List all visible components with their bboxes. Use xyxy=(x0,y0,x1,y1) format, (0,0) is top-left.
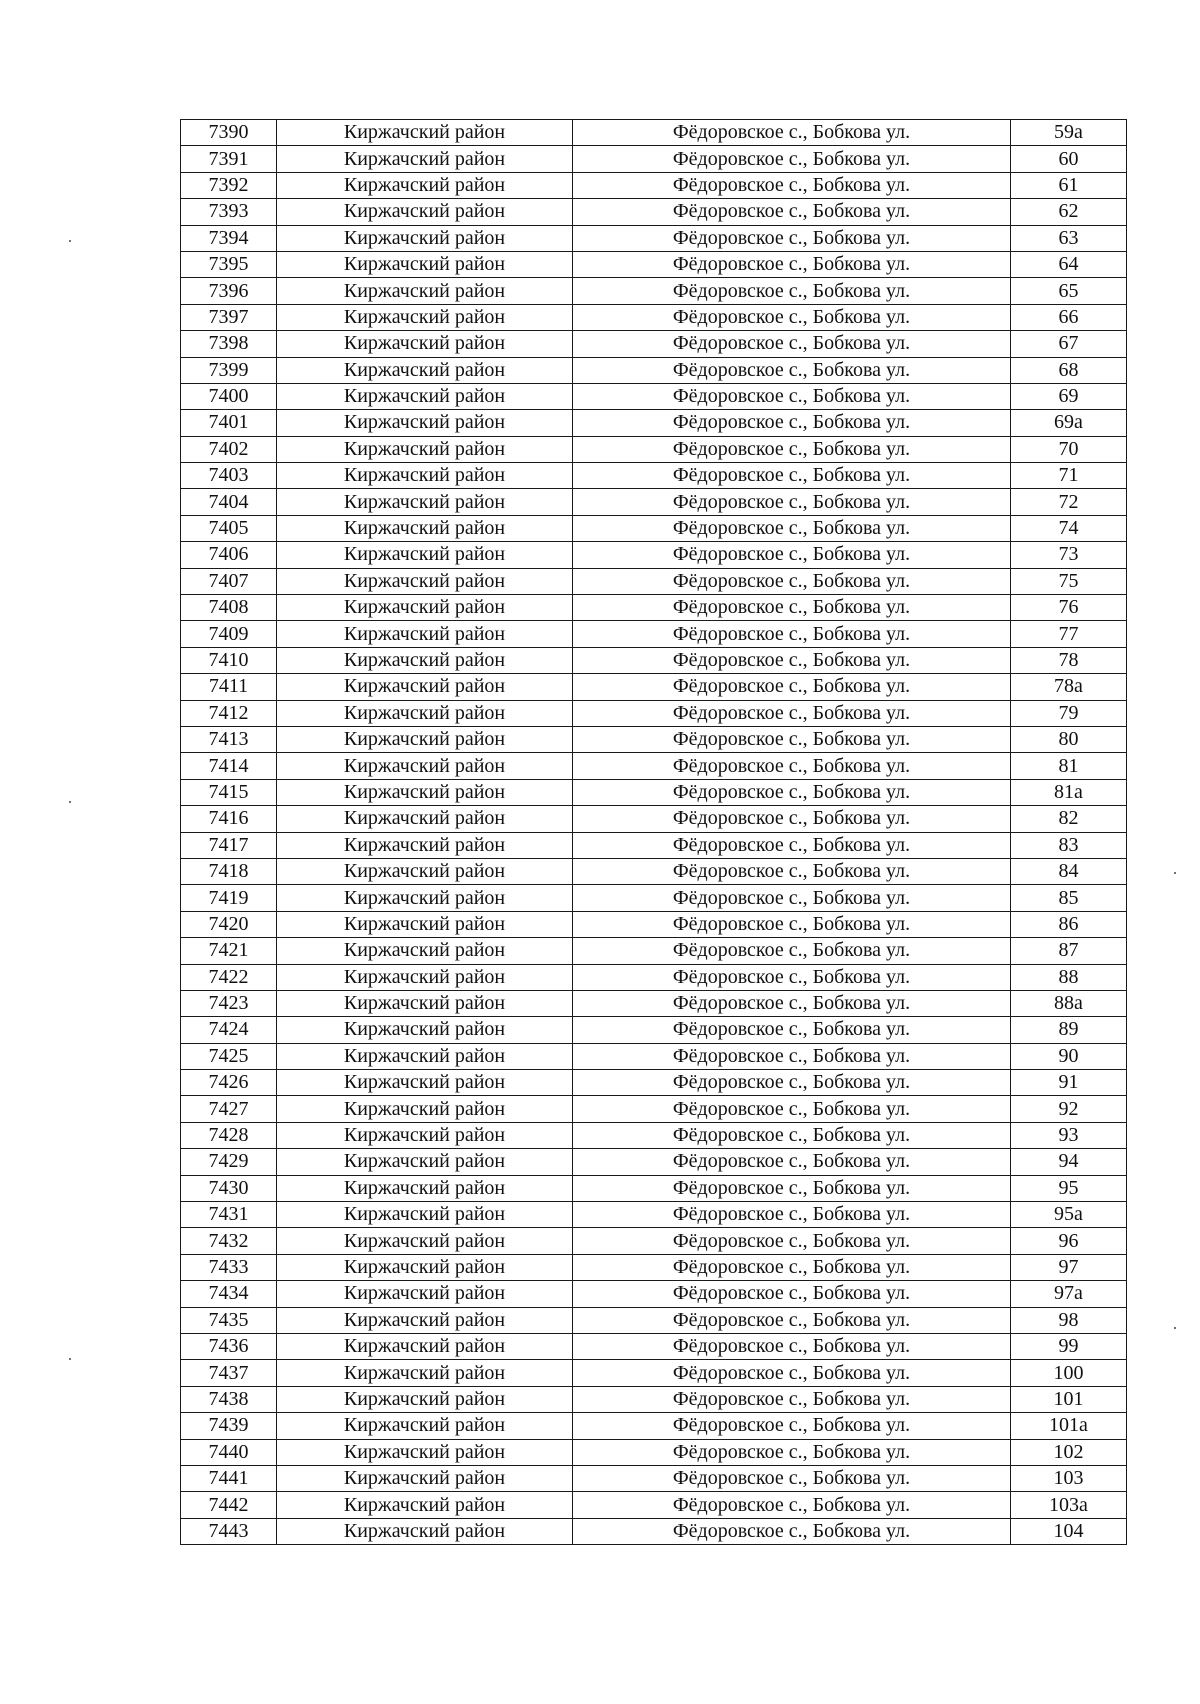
table-row xyxy=(181,1070,1127,1096)
cell-num: 7408 xyxy=(181,595,277,621)
cell-house: 100 xyxy=(1011,1360,1127,1386)
table-row xyxy=(181,463,1127,489)
cell-house: 69 xyxy=(1011,383,1127,409)
cell-street: Фёдоровское с., Бобкова ул. xyxy=(573,595,1011,621)
cell-house: 82 xyxy=(1011,806,1127,832)
cell-num: 7424 xyxy=(181,1017,277,1043)
cell-street: Фёдоровское с., Бобкова ул. xyxy=(573,146,1011,172)
cell-house: 87 xyxy=(1011,938,1127,964)
cell-num: 7438 xyxy=(181,1386,277,1412)
cell-house: 97а xyxy=(1011,1281,1127,1307)
cell-house: 78 xyxy=(1011,647,1127,673)
cell-street: Фёдоровское с., Бобкова ул. xyxy=(573,1175,1011,1201)
cell-house: 103 xyxy=(1011,1465,1127,1491)
cell-street: Фёдоровское с., Бобкова ул. xyxy=(573,1122,1011,1148)
cell-district: Киржачский район xyxy=(277,463,573,489)
table-row xyxy=(181,1307,1127,1333)
cell-district: Киржачский район xyxy=(277,1175,573,1201)
cell-district: Киржачский район xyxy=(277,911,573,937)
cell-district: Киржачский район xyxy=(277,1202,573,1228)
cell-house: 64 xyxy=(1011,251,1127,277)
cell-district: Киржачский район xyxy=(277,595,573,621)
cell-district: Киржачский район xyxy=(277,806,573,832)
table-row xyxy=(181,964,1127,990)
cell-district: Киржачский район xyxy=(277,1360,573,1386)
cell-street: Фёдоровское с., Бобкова ул. xyxy=(573,990,1011,1016)
cell-num: 7436 xyxy=(181,1333,277,1359)
cell-house: 97 xyxy=(1011,1254,1127,1280)
cell-street: Фёдоровское с., Бобкова ул. xyxy=(573,120,1011,146)
table-row xyxy=(181,1228,1127,1254)
table-row xyxy=(181,1518,1127,1544)
cell-house: 98 xyxy=(1011,1307,1127,1333)
cell-district: Киржачский район xyxy=(277,779,573,805)
cell-district: Киржачский район xyxy=(277,647,573,673)
cell-num: 7402 xyxy=(181,436,277,462)
table-row xyxy=(181,1465,1127,1491)
cell-district: Киржачский район xyxy=(277,542,573,568)
cell-district: Киржачский район xyxy=(277,1043,573,1069)
cell-num: 7417 xyxy=(181,832,277,858)
table-row xyxy=(181,1386,1127,1412)
cell-street: Фёдоровское с., Бобкова ул. xyxy=(573,674,1011,700)
table-row xyxy=(181,1360,1127,1386)
cell-street: Фёдоровское с., Бобкова ул. xyxy=(573,463,1011,489)
cell-num: 7420 xyxy=(181,911,277,937)
cell-num: 7426 xyxy=(181,1070,277,1096)
cell-num: 7437 xyxy=(181,1360,277,1386)
cell-district: Киржачский район xyxy=(277,990,573,1016)
cell-num: 7393 xyxy=(181,199,277,225)
cell-street: Фёдоровское с., Бобкова ул. xyxy=(573,1281,1011,1307)
cell-street: Фёдоровское с., Бобкова ул. xyxy=(573,357,1011,383)
cell-num: 7431 xyxy=(181,1202,277,1228)
cell-num: 7392 xyxy=(181,172,277,198)
cell-house: 94 xyxy=(1011,1149,1127,1175)
cell-num: 7440 xyxy=(181,1439,277,1465)
scan-speck xyxy=(69,1358,71,1360)
cell-house: 90 xyxy=(1011,1043,1127,1069)
address-table-body xyxy=(181,120,1127,1545)
cell-num: 7415 xyxy=(181,779,277,805)
cell-num: 7396 xyxy=(181,278,277,304)
cell-house: 101 xyxy=(1011,1386,1127,1412)
table-row xyxy=(181,278,1127,304)
cell-street: Фёдоровское с., Бобкова ул. xyxy=(573,1360,1011,1386)
cell-street: Фёдоровское с., Бобкова ул. xyxy=(573,304,1011,330)
cell-num: 7442 xyxy=(181,1492,277,1518)
cell-house: 88а xyxy=(1011,990,1127,1016)
cell-street: Фёдоровское с., Бобкова ул. xyxy=(573,938,1011,964)
cell-num: 7400 xyxy=(181,383,277,409)
cell-district: Киржачский район xyxy=(277,938,573,964)
table-row xyxy=(181,436,1127,462)
cell-street: Фёдоровское с., Бобкова ул. xyxy=(573,700,1011,726)
cell-district: Киржачский район xyxy=(277,1228,573,1254)
cell-street: Фёдоровское с., Бобкова ул. xyxy=(573,568,1011,594)
cell-district: Киржачский район xyxy=(277,700,573,726)
table-row xyxy=(181,1043,1127,1069)
table-row xyxy=(181,674,1127,700)
scan-speck xyxy=(69,801,71,803)
cell-street: Фёдоровское с., Бобкова ул. xyxy=(573,410,1011,436)
cell-num: 7401 xyxy=(181,410,277,436)
table-row xyxy=(181,911,1127,937)
cell-num: 7414 xyxy=(181,753,277,779)
cell-district: Киржачский район xyxy=(277,1096,573,1122)
cell-num: 7411 xyxy=(181,674,277,700)
cell-district: Киржачский район xyxy=(277,1439,573,1465)
cell-district: Киржачский район xyxy=(277,146,573,172)
cell-district: Киржачский район xyxy=(277,1333,573,1359)
cell-street: Фёдоровское с., Бобкова ул. xyxy=(573,647,1011,673)
table-row xyxy=(181,647,1127,673)
cell-num: 7422 xyxy=(181,964,277,990)
cell-district: Киржачский район xyxy=(277,357,573,383)
cell-district: Киржачский район xyxy=(277,1518,573,1544)
cell-house: 103а xyxy=(1011,1492,1127,1518)
table-row xyxy=(181,1492,1127,1518)
cell-street: Фёдоровское с., Бобкова ул. xyxy=(573,726,1011,752)
scan-speck xyxy=(1174,1327,1176,1329)
cell-house: 69а xyxy=(1011,410,1127,436)
cell-street: Фёдоровское с., Бобкова ул. xyxy=(573,1017,1011,1043)
cell-house: 75 xyxy=(1011,568,1127,594)
cell-house: 65 xyxy=(1011,278,1127,304)
table-row xyxy=(181,1122,1127,1148)
cell-street: Фёдоровское с., Бобкова ул. xyxy=(573,753,1011,779)
cell-house: 81а xyxy=(1011,779,1127,805)
cell-house: 74 xyxy=(1011,515,1127,541)
cell-num: 7419 xyxy=(181,885,277,911)
cell-num: 7391 xyxy=(181,146,277,172)
cell-street: Фёдоровское с., Бобкова ул. xyxy=(573,251,1011,277)
cell-house: 72 xyxy=(1011,489,1127,515)
cell-house: 85 xyxy=(1011,885,1127,911)
cell-house: 70 xyxy=(1011,436,1127,462)
table-row xyxy=(181,489,1127,515)
cell-street: Фёдоровское с., Бобкова ул. xyxy=(573,542,1011,568)
cell-num: 7404 xyxy=(181,489,277,515)
cell-street: Фёдоровское с., Бобкова ул. xyxy=(573,832,1011,858)
cell-num: 7421 xyxy=(181,938,277,964)
cell-district: Киржачский район xyxy=(277,1122,573,1148)
table-row xyxy=(181,990,1127,1016)
table-row xyxy=(181,304,1127,330)
table-row xyxy=(181,1254,1127,1280)
table-row xyxy=(181,1017,1127,1043)
cell-street: Фёдоровское с., Бобкова ул. xyxy=(573,1333,1011,1359)
cell-street: Фёдоровское с., Бобкова ул. xyxy=(573,1096,1011,1122)
cell-num: 7405 xyxy=(181,515,277,541)
cell-num: 7395 xyxy=(181,251,277,277)
cell-district: Киржачский район xyxy=(277,172,573,198)
cell-district: Киржачский район xyxy=(277,436,573,462)
cell-num: 7397 xyxy=(181,304,277,330)
table-row xyxy=(181,621,1127,647)
cell-house: 66 xyxy=(1011,304,1127,330)
cell-num: 7406 xyxy=(181,542,277,568)
cell-street: Фёдоровское с., Бобкова ул. xyxy=(573,911,1011,937)
cell-street: Фёдоровское с., Бобкова ул. xyxy=(573,225,1011,251)
cell-street: Фёдоровское с., Бобкова ул. xyxy=(573,1518,1011,1544)
cell-num: 7423 xyxy=(181,990,277,1016)
cell-district: Киржачский район xyxy=(277,1413,573,1439)
cell-district: Киржачский район xyxy=(277,120,573,146)
cell-house: 61 xyxy=(1011,172,1127,198)
cell-district: Киржачский район xyxy=(277,304,573,330)
cell-house: 104 xyxy=(1011,1518,1127,1544)
cell-house: 95а xyxy=(1011,1202,1127,1228)
cell-street: Фёдоровское с., Бобкова ул. xyxy=(573,172,1011,198)
cell-street: Фёдоровское с., Бобкова ул. xyxy=(573,1149,1011,1175)
cell-house: 89 xyxy=(1011,1017,1127,1043)
cell-num: 7413 xyxy=(181,726,277,752)
cell-district: Киржачский район xyxy=(277,515,573,541)
cell-house: 96 xyxy=(1011,1228,1127,1254)
cell-district: Киржачский район xyxy=(277,1465,573,1491)
cell-street: Фёдоровское с., Бобкова ул. xyxy=(573,383,1011,409)
cell-house: 102 xyxy=(1011,1439,1127,1465)
cell-street: Фёдоровское с., Бобкова ул. xyxy=(573,1202,1011,1228)
cell-district: Киржачский район xyxy=(277,1386,573,1412)
table-row xyxy=(181,331,1127,357)
cell-house: 84 xyxy=(1011,858,1127,884)
table-row xyxy=(181,199,1127,225)
table-row xyxy=(181,938,1127,964)
cell-street: Фёдоровское с., Бобкова ул. xyxy=(573,1439,1011,1465)
cell-house: 77 xyxy=(1011,621,1127,647)
cell-street: Фёдоровское с., Бобкова ул. xyxy=(573,1386,1011,1412)
cell-num: 7443 xyxy=(181,1518,277,1544)
cell-num: 7407 xyxy=(181,568,277,594)
cell-street: Фёдоровское с., Бобкова ул. xyxy=(573,331,1011,357)
cell-district: Киржачский район xyxy=(277,1017,573,1043)
table-row xyxy=(181,595,1127,621)
cell-district: Киржачский район xyxy=(277,832,573,858)
cell-house: 68 xyxy=(1011,357,1127,383)
cell-street: Фёдоровское с., Бобкова ул. xyxy=(573,436,1011,462)
cell-num: 7439 xyxy=(181,1413,277,1439)
cell-street: Фёдоровское с., Бобкова ул. xyxy=(573,1413,1011,1439)
cell-street: Фёдоровское с., Бобкова ул. xyxy=(573,1070,1011,1096)
cell-street: Фёдоровское с., Бобкова ул. xyxy=(573,1228,1011,1254)
table-row xyxy=(181,1149,1127,1175)
cell-house: 78а xyxy=(1011,674,1127,700)
cell-num: 7399 xyxy=(181,357,277,383)
cell-num: 7394 xyxy=(181,225,277,251)
cell-street: Фёдоровское с., Бобкова ул. xyxy=(573,964,1011,990)
cell-district: Киржачский район xyxy=(277,1281,573,1307)
cell-house: 99 xyxy=(1011,1333,1127,1359)
cell-street: Фёдоровское с., Бобкова ул. xyxy=(573,1307,1011,1333)
cell-district: Киржачский район xyxy=(277,278,573,304)
cell-num: 7441 xyxy=(181,1465,277,1491)
cell-num: 7416 xyxy=(181,806,277,832)
table-row xyxy=(181,515,1127,541)
cell-street: Фёдоровское с., Бобкова ул. xyxy=(573,1465,1011,1491)
cell-house: 63 xyxy=(1011,225,1127,251)
cell-num: 7403 xyxy=(181,463,277,489)
cell-district: Киржачский район xyxy=(277,331,573,357)
cell-street: Фёдоровское с., Бобкова ул. xyxy=(573,489,1011,515)
cell-num: 7435 xyxy=(181,1307,277,1333)
table-row xyxy=(181,700,1127,726)
cell-num: 7390 xyxy=(181,120,277,146)
cell-house: 83 xyxy=(1011,832,1127,858)
cell-house: 81 xyxy=(1011,753,1127,779)
table-row xyxy=(181,806,1127,832)
cell-district: Киржачский район xyxy=(277,1070,573,1096)
cell-num: 7433 xyxy=(181,1254,277,1280)
cell-district: Киржачский район xyxy=(277,753,573,779)
cell-district: Киржачский район xyxy=(277,410,573,436)
table-row xyxy=(181,383,1127,409)
cell-street: Фёдоровское с., Бобкова ул. xyxy=(573,1043,1011,1069)
table-row xyxy=(181,779,1127,805)
table-row xyxy=(181,1281,1127,1307)
table-row xyxy=(181,1096,1127,1122)
table-row xyxy=(181,858,1127,884)
table-row xyxy=(181,568,1127,594)
cell-house: 101а xyxy=(1011,1413,1127,1439)
cell-district: Киржачский район xyxy=(277,1492,573,1518)
cell-num: 7425 xyxy=(181,1043,277,1069)
cell-district: Киржачский район xyxy=(277,383,573,409)
cell-num: 7430 xyxy=(181,1175,277,1201)
cell-house: 88 xyxy=(1011,964,1127,990)
cell-street: Фёдоровское с., Бобкова ул. xyxy=(573,885,1011,911)
cell-street: Фёдоровское с., Бобкова ул. xyxy=(573,278,1011,304)
cell-district: Киржачский район xyxy=(277,885,573,911)
table-row xyxy=(181,542,1127,568)
table-row xyxy=(181,1175,1127,1201)
cell-street: Фёдоровское с., Бобкова ул. xyxy=(573,1254,1011,1280)
table-row xyxy=(181,251,1127,277)
cell-district: Киржачский район xyxy=(277,621,573,647)
cell-district: Киржачский район xyxy=(277,726,573,752)
cell-street: Фёдоровское с., Бобкова ул. xyxy=(573,858,1011,884)
cell-num: 7428 xyxy=(181,1122,277,1148)
cell-house: 62 xyxy=(1011,199,1127,225)
cell-house: 73 xyxy=(1011,542,1127,568)
cell-house: 93 xyxy=(1011,1122,1127,1148)
cell-house: 91 xyxy=(1011,1070,1127,1096)
cell-district: Киржачский район xyxy=(277,199,573,225)
cell-district: Киржачский район xyxy=(277,251,573,277)
cell-district: Киржачский район xyxy=(277,568,573,594)
table-row xyxy=(181,753,1127,779)
table-row xyxy=(181,357,1127,383)
cell-street: Фёдоровское с., Бобкова ул. xyxy=(573,779,1011,805)
cell-street: Фёдоровское с., Бобкова ул. xyxy=(573,515,1011,541)
table-row xyxy=(181,146,1127,172)
cell-street: Фёдоровское с., Бобкова ул. xyxy=(573,806,1011,832)
cell-num: 7409 xyxy=(181,621,277,647)
cell-street: Фёдоровское с., Бобкова ул. xyxy=(573,1492,1011,1518)
table-row xyxy=(181,832,1127,858)
cell-num: 7418 xyxy=(181,858,277,884)
cell-num: 7410 xyxy=(181,647,277,673)
cell-district: Киржачский район xyxy=(277,674,573,700)
cell-district: Киржачский район xyxy=(277,1254,573,1280)
table-row xyxy=(181,225,1127,251)
scan-speck xyxy=(1174,872,1176,874)
table-row xyxy=(181,172,1127,198)
table-row xyxy=(181,1439,1127,1465)
cell-district: Киржачский район xyxy=(277,225,573,251)
table-row xyxy=(181,410,1127,436)
cell-district: Киржачский район xyxy=(277,858,573,884)
table-row xyxy=(181,120,1127,146)
cell-num: 7398 xyxy=(181,331,277,357)
cell-house: 86 xyxy=(1011,911,1127,937)
address-table xyxy=(180,119,1127,1545)
cell-house: 80 xyxy=(1011,726,1127,752)
cell-num: 7434 xyxy=(181,1281,277,1307)
cell-house: 71 xyxy=(1011,463,1127,489)
cell-district: Киржачский район xyxy=(277,964,573,990)
table-row xyxy=(181,1202,1127,1228)
cell-num: 7427 xyxy=(181,1096,277,1122)
table-row xyxy=(181,885,1127,911)
cell-num: 7429 xyxy=(181,1149,277,1175)
cell-num: 7412 xyxy=(181,700,277,726)
cell-house: 76 xyxy=(1011,595,1127,621)
cell-district: Киржачский район xyxy=(277,1307,573,1333)
cell-house: 67 xyxy=(1011,331,1127,357)
cell-house: 60 xyxy=(1011,146,1127,172)
cell-street: Фёдоровское с., Бобкова ул. xyxy=(573,621,1011,647)
cell-house: 95 xyxy=(1011,1175,1127,1201)
table-row xyxy=(181,1333,1127,1359)
cell-street: Фёдоровское с., Бобкова ул. xyxy=(573,199,1011,225)
table-row xyxy=(181,726,1127,752)
cell-district: Киржачский район xyxy=(277,1149,573,1175)
table-row xyxy=(181,1413,1127,1439)
cell-num: 7432 xyxy=(181,1228,277,1254)
cell-district: Киржачский район xyxy=(277,489,573,515)
cell-house: 79 xyxy=(1011,700,1127,726)
cell-house: 59а xyxy=(1011,120,1127,146)
cell-house: 92 xyxy=(1011,1096,1127,1122)
scan-speck xyxy=(69,240,71,242)
